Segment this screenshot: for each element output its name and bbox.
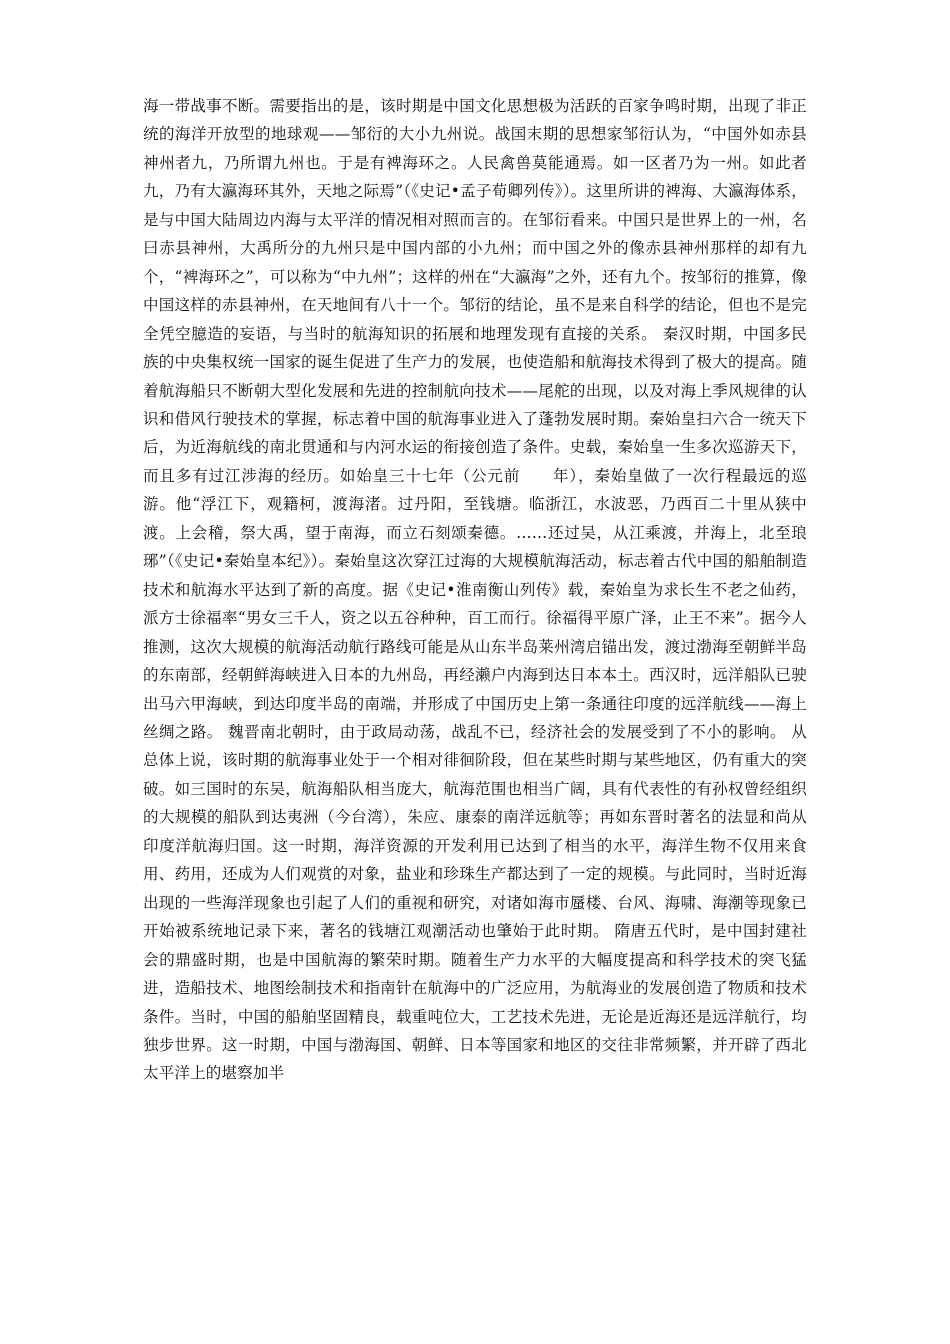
body-paragraph: 海一带战事不断。需要指出的是，该时期是中国文化思想极为活跃的百家争鸣时期，出现了非正统的海洋开放型的地球观——邹衍的大小九州说。战国末期的思想家邹衍认为，“中国外如赤县神州者九，乃所谓九州也。于是有裨海环之。人民禽兽莫能通焉。如一区者乃为一州。如此者九，乃有大瀛海环其外，天地之际焉”（《史记•孟子荀卿列传》）。这里所讲的裨海、大瀛海体系，是与中国大陆周边内海与太平洋的情况相对照而言的。在邹衍看来。中国只是世界上的一州，名曰赤县神州，大禹所分的九州只是中国内部的小九州；而中国之外的像赤县神州那样的却有九个，“裨海环之”，可以称为“中九州”；这样的州在“大瀛海”之外，还有九个。按邹衍的推算，像中国这样的赤县神州，在天地间有八十一个。邹衍的结论，虽不是来自科学的结论，但也不是完全凭空臆造的妄语，与当时的航海知识的拓展和地理发现有直接的关系。 秦汉时期，中国多民族的中央集权统一国家的诞生促进了生产力的发展，也使造船和航海技术得到了极大的提高。随着航海船只不断朝大型化发展和先进的控制航向技术——尾舵的出现，以及对海上季风规律的认识和借风行驶技术的掌握，标志着中国的航海事业进入了蓬勃发展时期。秦始皇扫六合一统天下后，为近海航线的南北贯通和与内河水运的衔接创造了条件。史载，秦始皇一生多次巡游天下，而且多有过江涉海的经历。如始皇三十七年（公元前 年），秦始皇做了一次行程最远的巡游。他“浮江下，观籍柯，渡海渚。过丹阳，至钱塘。临浙江，水波恶，乃西百二十里从狭中渡。上会稽，祭大禹，望于南海，而立石刻颂秦德。……还过吴，从江乘渡，并海上，北至琅琊”（《史记•秦始皇本纪》）。秦始皇这次穿江过海的大规模航海活动，标志着古代中国的船舶制造技术和航海水平达到了新的高度。据《史记•淮南衡山列传》载，秦始皇为求长生不老之仙药，派方士徐福率“男女三千人，资之以五谷种种，百工而行。徐福得平原广泽，止王不来”。据今人推测，这次大规模的航海活动航行路线可能是从山东半岛莱州湾启锚出发，渡过渤海至朝鲜半岛的东南部，经朝鲜海峡进入日本的九州岛，再经濑户内海到达日本本土。西汉时，远洋船队已驶出马六甲海峡，到达印度半岛的南端，并形成了中国历史上第一条通往印度的远洋航线——海上丝绸之路。 魏晋南北朝时，由于政局动荡，战乱不已，经济社会的发展受到了不小的影响。 从总体上说，该时期的航海事业处于一个相对徘徊阶段，但在某些时期与某些地区，仍有重大的突破。如三国时的东吴，航海船队相当庞大，航海范围也相当广阔，具有代表性的有孙权曾经组织的大规模的船队到达夷洲（今台湾），朱应、康泰的南洋远航等；再如东晋时著名的法显和尚从印度洋航海归国。这一时期，海洋资源的开发利用已达到了相当的水平，海洋生物不仅用来食用、药用，还成为人们观赏的对象，盐业和珍珠生产都达到了一定的规模。与此同时，当时近海出现的一些海洋现象也引起了人们的重视和研究，对诸如海市蜃楼、台风、海啸、海潮等现象已开始被系统地记录下来，著名的钱塘江观潮活动也肇始于此时期。 隋唐五代时，是中国封建社会的鼎盛时期，也是中国航海的繁荣时期。随着生产力水平的大幅度提高和科学技术的突飞猛进，造船技术、地图绘制技术和指南针在航海中的广泛应用，为航海业的发展创造了物质和技术条件。当时，中国的船舶坚固精良，载重吨位大，工艺技术先进，无论是近海还是远洋航行，均独步世界。这一时期，中国与渤海国、朝鲜、日本等国家和地区的交往非常频繁，并开辟了西北太平洋上的堪察加半 — [143, 97, 807, 1083]
